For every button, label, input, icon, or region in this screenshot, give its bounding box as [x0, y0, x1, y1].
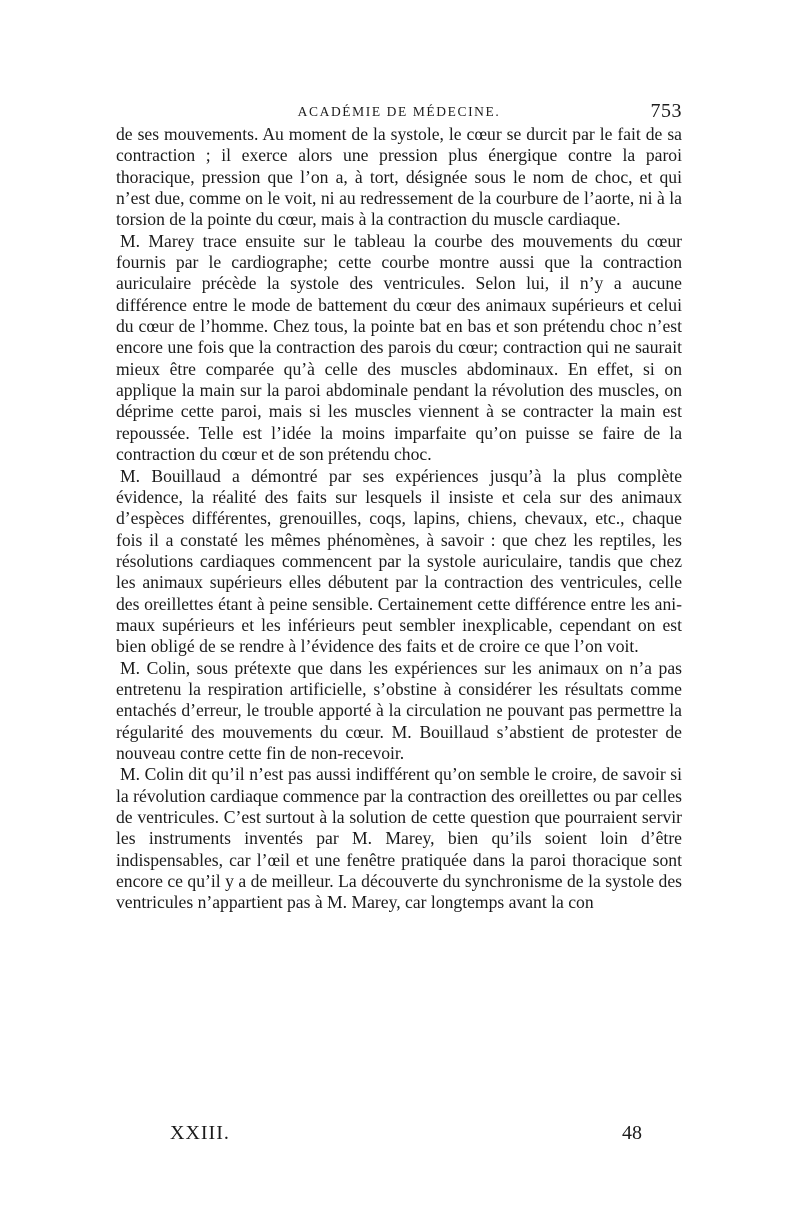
sheet-number: 48 [622, 1122, 642, 1144]
signature-mark: XXIII. [170, 1122, 230, 1144]
paragraph-1: de ses mouvements. Au moment de la systole, le cœur se durcit par le fait de sa contraction ; il exerce alors une pression plus énergique contre la paroi thoracique, pression que l’on a, à tort, désignée sous le nom de choc, et qui n’est due, comme on le voit, ni au redressement de la courbure de l’aorte, ni à la torsion de la pointe du cœur, mais à la contraction du muscle cardiaque. [116, 124, 682, 230]
page-number: 753 [650, 100, 682, 122]
running-head [116, 100, 682, 124]
paragraph-5: M. Colin dit qu’il n’est pas aussi indifférent qu’on semble le croire, de savoir si la révolution cardiaque commence par la contraction des oreillettes ou par celles de ventricules. C’est surtout à la solution de cette question que pourraient servir les instruments inventés par M. Marey, bien qu’ils soient loin d’être indispensables, car l’œil et une fenêtre pratiquée dans la paroi thoracique sont encore ce qu’il y a de meilleur. La découverte du synchronisme de la systole des ventricules n’appartient pas à M. Marey, car longtemps avant la con [116, 764, 682, 913]
paragraph-2: M. Marey trace ensuite sur le tableau la courbe des mouvements du cœur fournis par le cardiographe; cette courbe montre aussi que la contraction auriculaire précède la systole des ventricules. Selon lui, il n’y a aucune différence entre le mode de battement du cœur des animaux supérieurs et celui du cœur de l’homme. Chez tous, la pointe bat en bas et son prétendu choc n’est encore une fois que la contraction des parois du cœur; contraction qui ne saurait mieux être comparée qu’à celle des muscles abdominaux. En effet, si on applique la main sur la paroi abdominale pendant la révolution des muscles, on déprime cette paroi, mais si les muscles viennent à se contracter la main est repoussée. Telle est l’idée la moins imparfaite qu’on puisse se faire de la contraction du cœur et de son prétendu choc. [116, 230, 682, 465]
paragraph-4: M. Colin, sous prétexte que dans les expériences sur les animaux on n’a pas entretenu la respiration artificielle, s’obstine à considérer les résultats comme entachés d’erreur, le trouble apporté à la circulation ne pouvant pas permettre la régularité des mouvements du cœur. M. Bouillaud s’abstient de protester de nouveau contre cette fin de non-recevoir. [116, 657, 682, 763]
running-title: ACADÉMIE DE MÉDECINE. [297, 104, 501, 119]
page-footer [116, 1122, 682, 1150]
body-text [116, 124, 682, 914]
paragraph-3: M. Bouillaud a démontré par ses expériences jusqu’à la plus complète évidence, la réalité des faits sur lesquels il insiste et cela sur des animaux d’espèces différentes, grenouilles, coqs, lapins, chiens, chevaux, etc., chaque fois il a constaté les mêmes phénomènes, à savoir : que chez les reptiles, les résolutions cardiaques commencent par la systole auriculaire, tandis que chez les animaux supérieurs elles débutent par la contraction des ventricules, celle des oreillettes étant à peine sensible. Certainement cette différence entre les animaux supérieurs et les inférieurs peut sembler inexplicable, cependant on est bien obligé de se rendre à l’évidence des faits et de croire ce que l’on voit. [116, 465, 682, 657]
